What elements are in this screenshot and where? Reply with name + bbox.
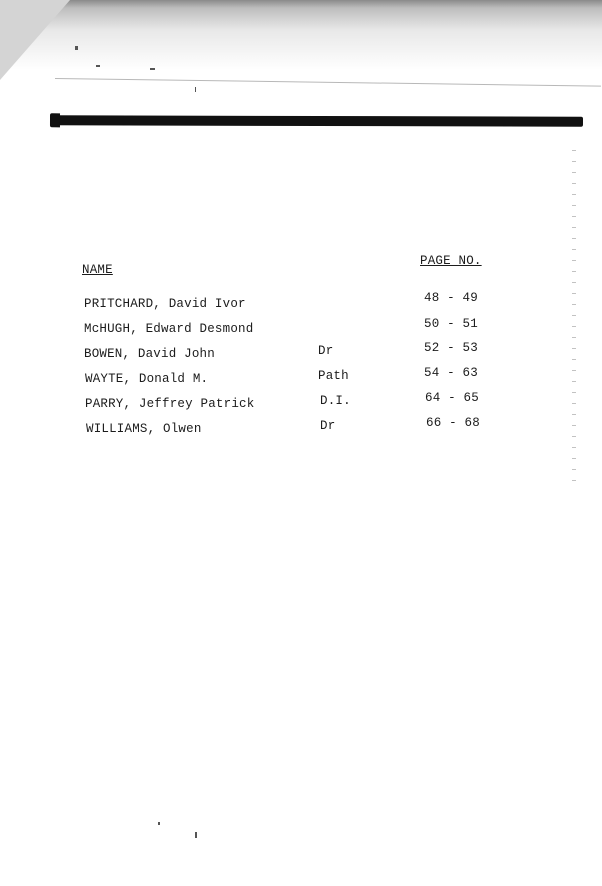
entry-title: Path (318, 369, 349, 383)
speck (158, 822, 160, 825)
entry-pages: 54 - 63 (424, 366, 478, 380)
entry-pages: 64 - 65 (425, 391, 479, 405)
entry-name: PRITCHARD, David Ivor (84, 297, 246, 311)
speck (96, 65, 100, 67)
entry-name: WAYTE, Donald M. (85, 372, 209, 386)
entry-name: BOWEN, David John (84, 347, 215, 361)
margin-marks (572, 150, 576, 490)
entry-pages: 48 - 49 (424, 291, 478, 305)
speck (75, 46, 78, 50)
scan-top-shadow (0, 0, 602, 70)
entry-pages: 52 - 53 (424, 341, 478, 355)
column-header-page-no: PAGE NO. (420, 254, 482, 268)
page-fold-line (55, 78, 601, 87)
entry-name: McHUGH, Edward Desmond (84, 322, 254, 336)
redaction-bar (50, 115, 583, 126)
entry-title: Dr (320, 419, 336, 433)
entry-title: D.I. (320, 394, 351, 408)
speck (150, 68, 155, 70)
speck (195, 832, 197, 838)
entry-pages: 66 - 68 (426, 416, 480, 430)
speck (195, 87, 196, 92)
entry-name: PARRY, Jeffrey Patrick (85, 397, 255, 411)
column-header-name: NAME (82, 263, 113, 277)
entry-pages: 50 - 51 (424, 317, 478, 331)
entry-title: Dr (318, 344, 334, 358)
scan-folded-corner (0, 0, 70, 80)
entry-name: WILLIAMS, Olwen (86, 422, 202, 436)
